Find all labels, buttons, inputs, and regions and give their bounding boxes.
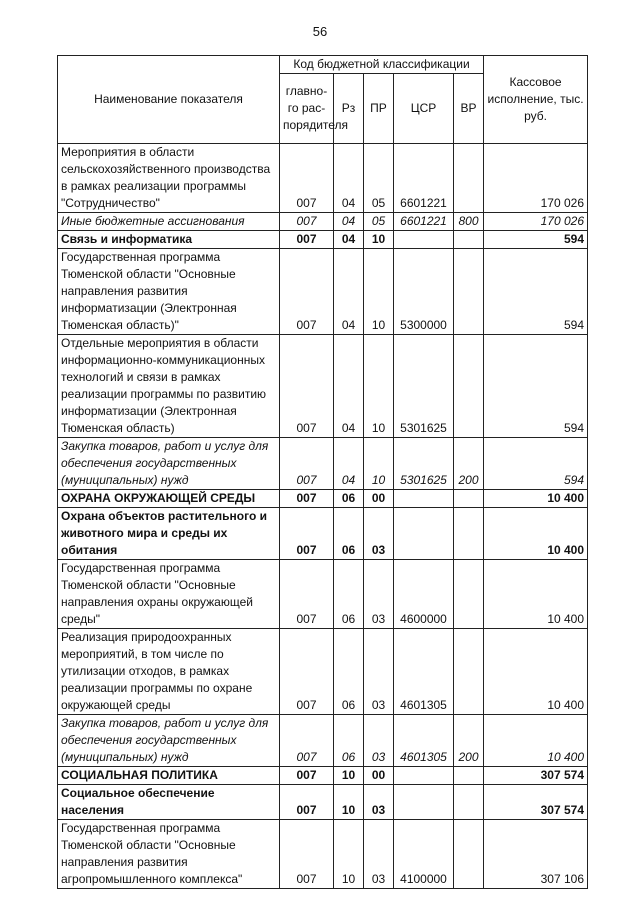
row-vr: 200: [454, 438, 484, 490]
row-vr: [454, 144, 484, 213]
table-row: [58, 820, 588, 889]
row-admin-code: 007: [280, 560, 334, 629]
row-amount: 594: [484, 438, 588, 490]
row-admin-code: 007: [280, 508, 334, 560]
row-rz: 04: [334, 438, 364, 490]
row-name: Социальное обеспечение населения: [58, 785, 280, 820]
row-pr: 10: [364, 335, 394, 438]
header-pr: ПР: [364, 74, 394, 144]
row-pr: 03: [364, 560, 394, 629]
row-pr: 00: [364, 767, 394, 785]
row-admin-code: 007: [280, 715, 334, 767]
row-amount: 170 026: [484, 144, 588, 213]
row-rz: 04: [334, 231, 364, 249]
row-amount: 594: [484, 335, 588, 438]
row-rz: 10: [334, 767, 364, 785]
header-csr: ЦСР: [394, 74, 454, 144]
row-admin-code: 007: [280, 213, 334, 231]
row-name: Отдельные мероприятия в области информационно-коммуникационных технологий и связи в рамках реализации программы по развитию информатизации (Электронная Тюменская область): [58, 335, 280, 438]
row-csr: [394, 785, 454, 820]
header-rz: Рз: [334, 74, 364, 144]
header-admin: главно-го рас-порядителя: [280, 74, 334, 144]
row-csr: 5301625: [394, 438, 454, 490]
row-admin-code: 007: [280, 144, 334, 213]
row-vr: 800: [454, 213, 484, 231]
row-pr: 03: [364, 715, 394, 767]
table-row: [58, 213, 588, 231]
row-rz: 06: [334, 560, 364, 629]
row-amount: 10 400: [484, 508, 588, 560]
row-admin-code: 007: [280, 767, 334, 785]
row-pr: 00: [364, 490, 394, 508]
row-vr: [454, 629, 484, 715]
row-name: Закупка товаров, работ и услуг для обеспечения государственных (муниципальных) нужд: [58, 438, 280, 490]
row-amount: 10 400: [484, 490, 588, 508]
row-csr: 4601305: [394, 629, 454, 715]
row-amount: 307 106: [484, 820, 588, 889]
row-vr: [454, 785, 484, 820]
row-amount: 170 026: [484, 213, 588, 231]
row-admin-code: 007: [280, 335, 334, 438]
header-classification-group: Код бюджетной классификации: [280, 56, 484, 74]
header-name: Наименование показателя: [58, 56, 280, 144]
table-row: [58, 231, 588, 249]
row-pr: 05: [364, 213, 394, 231]
table-row: [58, 560, 588, 629]
row-admin-code: 007: [280, 629, 334, 715]
row-rz: 06: [334, 508, 364, 560]
row-rz: 10: [334, 785, 364, 820]
row-amount: 594: [484, 231, 588, 249]
row-amount: 10 400: [484, 715, 588, 767]
row-csr: 4601305: [394, 715, 454, 767]
row-rz: 04: [334, 249, 364, 335]
row-csr: [394, 508, 454, 560]
table-row: [58, 785, 588, 820]
row-pr: 10: [364, 231, 394, 249]
row-vr: [454, 508, 484, 560]
row-csr: 5300000: [394, 249, 454, 335]
row-vr: [454, 335, 484, 438]
row-admin-code: 007: [280, 231, 334, 249]
row-name: Государственная программа Тюменской области "Основные направления охраны окружающей среды": [58, 560, 280, 629]
table-row: [58, 144, 588, 213]
row-name: Иные бюджетные ассигнования: [58, 213, 280, 231]
row-amount: 594: [484, 249, 588, 335]
row-pr: 03: [364, 785, 394, 820]
row-vr: [454, 820, 484, 889]
row-csr: [394, 231, 454, 249]
table-row: [58, 249, 588, 335]
table-row: [58, 438, 588, 490]
row-rz: 06: [334, 715, 364, 767]
row-admin-code: 007: [280, 249, 334, 335]
budget-table: [57, 55, 588, 889]
row-name: Связь и информатика: [58, 231, 280, 249]
row-csr: 4100000: [394, 820, 454, 889]
row-rz: 04: [334, 335, 364, 438]
row-vr: [454, 490, 484, 508]
header-amount: Кассовое исполнение, тыс. руб.: [484, 56, 588, 144]
table-row: [58, 490, 588, 508]
row-name: Мероприятия в области сельскохозяйственного производства в рамках реализации программы "Сотрудничество": [58, 144, 280, 213]
row-admin-code: 007: [280, 785, 334, 820]
row-csr: [394, 767, 454, 785]
row-csr: 6601221: [394, 144, 454, 213]
row-csr: 6601221: [394, 213, 454, 231]
row-name: Государственная программа Тюменской области "Основные направления развития информатизации (Электронная Тюменская область)": [58, 249, 280, 335]
row-vr: [454, 231, 484, 249]
row-rz: 04: [334, 144, 364, 213]
header-vr: ВР: [454, 74, 484, 144]
row-pr: 03: [364, 820, 394, 889]
row-name: Реализация природоохранных мероприятий, в том числе по утилизации отходов, в рамках реализации программы по охране окружающей среды: [58, 629, 280, 715]
row-amount: 307 574: [484, 785, 588, 820]
row-admin-code: 007: [280, 820, 334, 889]
row-amount: 307 574: [484, 767, 588, 785]
row-rz: 10: [334, 820, 364, 889]
row-rz: 06: [334, 629, 364, 715]
table-row: [58, 767, 588, 785]
row-name: Охрана объектов растительного и животного мира и среды их обитания: [58, 508, 280, 560]
row-amount: 10 400: [484, 629, 588, 715]
row-name: СОЦИАЛЬНАЯ ПОЛИТИКА: [58, 767, 280, 785]
table-row: [58, 629, 588, 715]
row-pr: 05: [364, 144, 394, 213]
row-pr: 03: [364, 629, 394, 715]
row-vr: 200: [454, 715, 484, 767]
row-csr: 4600000: [394, 560, 454, 629]
row-rz: 04: [334, 213, 364, 231]
table-row: [58, 715, 588, 767]
row-csr: [394, 490, 454, 508]
row-admin-code: 007: [280, 438, 334, 490]
row-pr: 10: [364, 438, 394, 490]
row-csr: 5301625: [394, 335, 454, 438]
row-vr: [454, 767, 484, 785]
row-vr: [454, 560, 484, 629]
row-name: Государственная программа Тюменской области "Основные направления развития агропромышленного комплекса": [58, 820, 280, 889]
row-name: Закупка товаров, работ и услуг для обеспечения государственных (муниципальных) нужд: [58, 715, 280, 767]
row-vr: [454, 249, 484, 335]
row-name: ОХРАНА ОКРУЖАЮЩЕЙ СРЕДЫ: [58, 490, 280, 508]
table-row: [58, 335, 588, 438]
row-admin-code: 007: [280, 490, 334, 508]
row-rz: 06: [334, 490, 364, 508]
row-pr: 10: [364, 249, 394, 335]
table-row: [58, 508, 588, 560]
row-pr: 03: [364, 508, 394, 560]
page-number: 56: [312, 24, 328, 39]
row-amount: 10 400: [484, 560, 588, 629]
